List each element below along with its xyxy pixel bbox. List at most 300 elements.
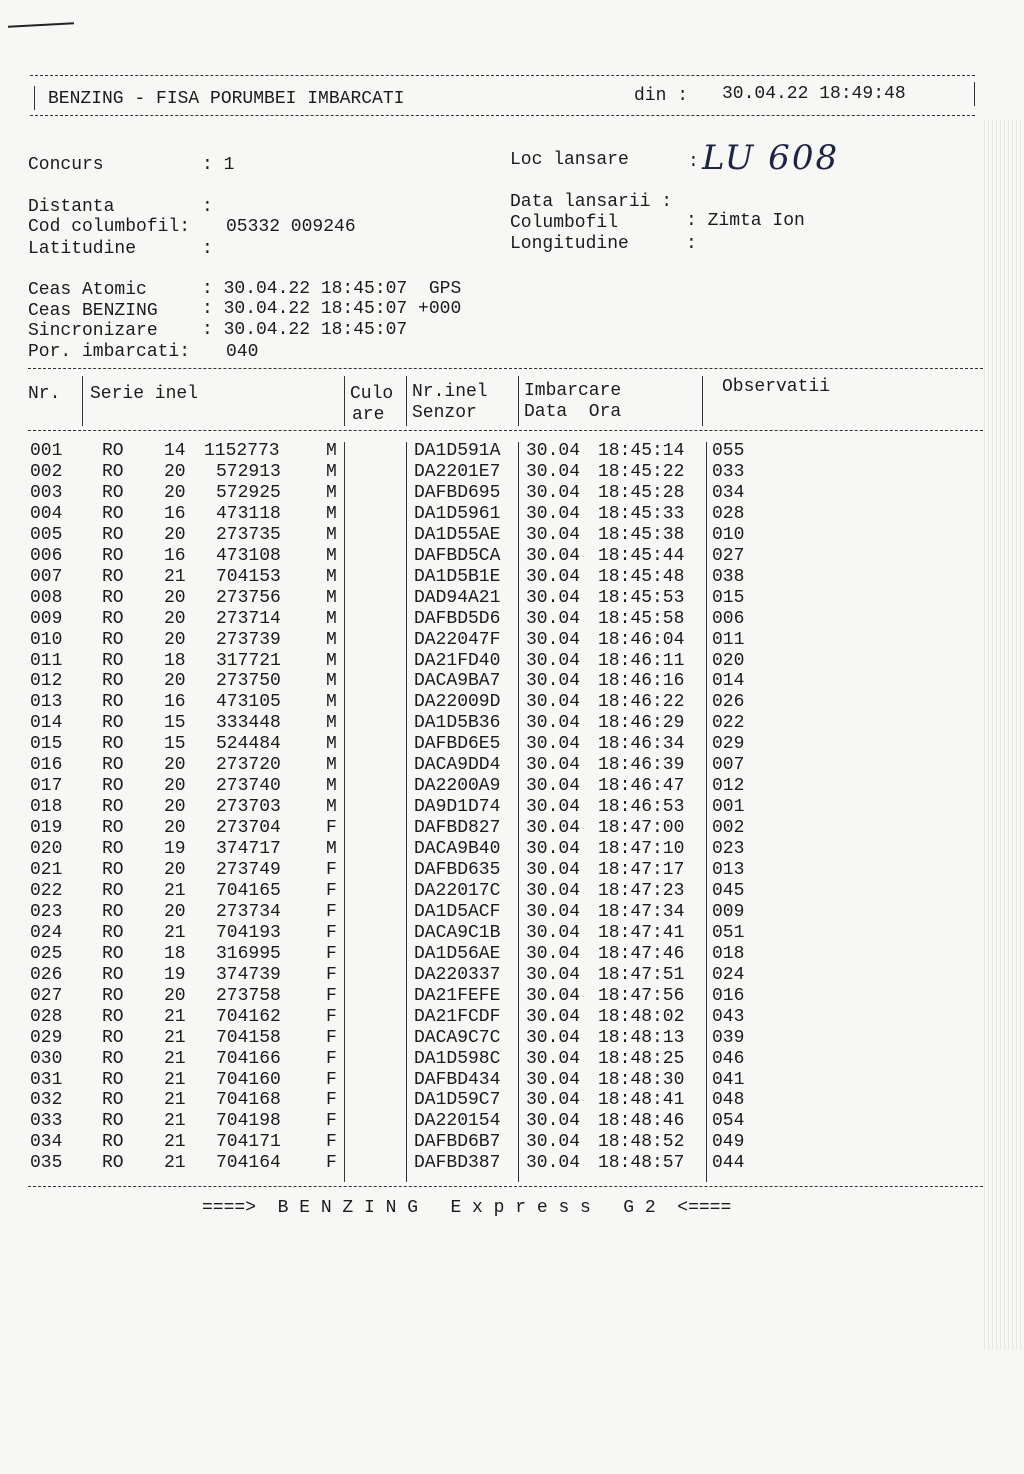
row-sensor: DA1D5B36 xyxy=(414,713,501,734)
row-sex: F xyxy=(326,985,337,1006)
row-date: 30.04 xyxy=(526,755,581,776)
row-nr: 013 xyxy=(30,692,63,713)
row-observatii: 049 xyxy=(712,1132,745,1153)
row-sensor: DACA9B40 xyxy=(414,839,501,860)
row-date: 30.04 xyxy=(526,545,581,566)
row-country: RO xyxy=(102,692,124,713)
row-country: RO xyxy=(102,587,124,608)
header-left-border xyxy=(34,86,35,110)
row-sensor: DAFBD827 xyxy=(414,818,501,839)
row-sex: M xyxy=(326,776,337,797)
row-country: RO xyxy=(102,943,124,964)
row-year: 18 xyxy=(164,943,186,964)
row-observatii: 044 xyxy=(712,1153,745,1174)
row-nr: 017 xyxy=(30,776,63,797)
row-time: 18:46:29 xyxy=(598,713,685,734)
table-row xyxy=(0,965,1024,986)
row-date: 30.04 xyxy=(526,964,581,985)
row-ring: 704164 xyxy=(216,1153,281,1174)
row-ring: 273735 xyxy=(216,524,281,545)
row-observatii: 001 xyxy=(712,797,745,818)
row-time: 18:46:34 xyxy=(598,734,685,755)
row-nr: 003 xyxy=(30,482,63,503)
row-country: RO xyxy=(102,482,124,503)
col-sep-header-4 xyxy=(518,376,519,426)
row-ring: 704160 xyxy=(216,1069,281,1090)
row-date: 30.04 xyxy=(526,1027,581,1048)
row-nr: 027 xyxy=(30,985,63,1006)
row-sensor: DA21FD40 xyxy=(414,650,501,671)
col-sep-header-5 xyxy=(702,376,703,426)
ceas-atomic-label: Ceas Atomic xyxy=(28,280,147,300)
row-time: 18:48:41 xyxy=(598,1090,685,1111)
row-ring: 273703 xyxy=(216,797,281,818)
row-date: 30.04 xyxy=(526,608,581,629)
sincronizare-label: Sincronizare xyxy=(28,321,158,341)
row-sex: M xyxy=(326,587,337,608)
row-observatii: 046 xyxy=(712,1048,745,1069)
col-header-nrinel-2: Senzor xyxy=(412,403,477,423)
row-time: 18:48:57 xyxy=(598,1153,685,1174)
row-sex: F xyxy=(326,1153,337,1174)
row-sensor: DAFBD5D6 xyxy=(414,608,501,629)
pen-mark xyxy=(8,22,74,27)
row-nr: 023 xyxy=(30,901,63,922)
row-observatii: 027 xyxy=(712,545,745,566)
row-nr: 001 xyxy=(30,441,63,461)
row-observatii: 026 xyxy=(712,692,745,713)
ceas-benzing-value: : 30.04.22 18:45:07 +000 xyxy=(202,299,462,319)
row-observatii: 011 xyxy=(712,629,745,650)
row-nr: 026 xyxy=(30,964,63,985)
row-year: 21 xyxy=(164,1006,186,1027)
table-row xyxy=(0,483,1024,504)
row-time: 18:45:48 xyxy=(598,566,685,587)
row-date: 30.04 xyxy=(526,880,581,901)
row-ring: 273714 xyxy=(216,608,281,629)
table-row xyxy=(0,1132,1024,1153)
row-time: 18:47:00 xyxy=(598,818,685,839)
row-year: 20 xyxy=(164,629,186,650)
columbofil-value: : Zimta Ion xyxy=(686,211,805,231)
row-sex: F xyxy=(326,943,337,964)
distanta-value: : xyxy=(202,197,213,217)
row-nr: 021 xyxy=(30,860,63,880)
row-nr: 015 xyxy=(30,734,63,755)
row-country: RO xyxy=(102,713,124,734)
row-country: RO xyxy=(102,880,124,901)
row-nr: 025 xyxy=(30,943,63,964)
row-year: 14 xyxy=(164,441,186,461)
row-observatii: 006 xyxy=(712,608,745,629)
row-year: 20 xyxy=(164,482,186,503)
row-time: 18:46:39 xyxy=(598,755,685,776)
table-row xyxy=(0,1028,1024,1049)
row-year: 19 xyxy=(164,964,186,985)
row-year: 20 xyxy=(164,797,186,818)
row-ring: 473108 xyxy=(216,545,281,566)
row-sensor: DA22047F xyxy=(414,629,501,650)
table-row xyxy=(0,1153,1024,1174)
row-observatii: 055 xyxy=(712,441,745,461)
porumbei-imbarcati-value: 040 xyxy=(226,342,259,362)
columbofil-label: Columbofil xyxy=(510,213,619,233)
row-ring: 704165 xyxy=(216,880,281,901)
row-sex: F xyxy=(326,880,337,901)
row-date: 30.04 xyxy=(526,1153,581,1174)
row-observatii: 033 xyxy=(712,461,745,482)
row-time: 18:46:22 xyxy=(598,692,685,713)
row-ring: 317721 xyxy=(216,650,281,671)
table-row xyxy=(0,630,1024,651)
row-sex: F xyxy=(326,1132,337,1153)
table-row xyxy=(0,462,1024,483)
document-title: BENZING - FISA PORUMBEI IMBARCATI xyxy=(48,89,405,109)
row-sex: M xyxy=(326,545,337,566)
col-sep-header-1 xyxy=(82,376,83,426)
row-year: 20 xyxy=(164,755,186,776)
row-nr: 005 xyxy=(30,524,63,545)
row-date: 30.04 xyxy=(526,797,581,818)
row-date: 30.04 xyxy=(526,1090,581,1111)
row-date: 30.04 xyxy=(526,524,581,545)
row-ring: 473105 xyxy=(216,692,281,713)
table-row xyxy=(0,797,1024,818)
row-date: 30.04 xyxy=(526,922,581,943)
row-sex: F xyxy=(326,922,337,943)
row-date: 30.04 xyxy=(526,650,581,671)
table-row xyxy=(0,986,1024,1007)
table-row xyxy=(0,1070,1024,1091)
row-country: RO xyxy=(102,671,124,692)
row-sensor: DAFBD434 xyxy=(414,1069,501,1090)
row-date: 30.04 xyxy=(526,901,581,922)
row-ring: 1152773 xyxy=(204,441,280,461)
row-ring: 572925 xyxy=(216,482,281,503)
row-year: 20 xyxy=(164,524,186,545)
table-row xyxy=(0,1007,1024,1028)
row-country: RO xyxy=(102,1048,124,1069)
row-observatii: 015 xyxy=(712,587,745,608)
row-sex: M xyxy=(326,524,337,545)
loc-lansare-label: Loc lansare xyxy=(510,150,629,170)
row-time: 18:48:52 xyxy=(598,1132,685,1153)
row-country: RO xyxy=(102,734,124,755)
header-bottom-border xyxy=(30,115,975,116)
row-sex: F xyxy=(326,818,337,839)
row-nr: 022 xyxy=(30,880,63,901)
row-time: 18:48:46 xyxy=(598,1111,685,1132)
row-sex: F xyxy=(326,964,337,985)
row-country: RO xyxy=(102,755,124,776)
row-ring: 273758 xyxy=(216,985,281,1006)
row-observatii: 002 xyxy=(712,818,745,839)
row-date: 30.04 xyxy=(526,734,581,755)
row-date: 30.04 xyxy=(526,629,581,650)
row-ring: 273749 xyxy=(216,860,281,880)
row-observatii: 007 xyxy=(712,755,745,776)
row-nr: 009 xyxy=(30,608,63,629)
row-observatii: 034 xyxy=(712,482,745,503)
row-year: 20 xyxy=(164,587,186,608)
row-ring: 524484 xyxy=(216,734,281,755)
row-country: RO xyxy=(102,839,124,860)
col-sep-header-2 xyxy=(344,376,345,426)
row-country: RO xyxy=(102,1006,124,1027)
longitudine-value: : xyxy=(686,234,697,254)
col-sep-header-3 xyxy=(406,376,407,426)
row-sensor: DACA9DD4 xyxy=(414,755,501,776)
row-sensor: DAFBD695 xyxy=(414,482,501,503)
col-header-serie: Serie inel xyxy=(90,384,199,404)
row-time: 18:45:53 xyxy=(598,587,685,608)
row-time: 18:47:17 xyxy=(598,860,685,880)
row-country: RO xyxy=(102,461,124,482)
row-year: 19 xyxy=(164,839,186,860)
row-date: 30.04 xyxy=(526,1048,581,1069)
row-date: 30.04 xyxy=(526,1111,581,1132)
table-row xyxy=(0,609,1024,630)
row-date: 30.04 xyxy=(526,503,581,524)
col-header-nr: Nr. xyxy=(28,384,61,404)
row-country: RO xyxy=(102,1153,124,1174)
row-country: RO xyxy=(102,964,124,985)
row-year: 21 xyxy=(164,1132,186,1153)
row-time: 18:46:16 xyxy=(598,671,685,692)
row-country: RO xyxy=(102,818,124,839)
row-ring: 704168 xyxy=(216,1090,281,1111)
row-time: 18:47:10 xyxy=(598,839,685,860)
row-ring: 704162 xyxy=(216,1006,281,1027)
porumbei-imbarcati-label: Por. imbarcati: xyxy=(28,342,191,362)
table-bottom-border xyxy=(28,1186,983,1187)
table-header-bottom-border xyxy=(28,430,983,431)
table-row xyxy=(0,818,1024,839)
row-ring: 572913 xyxy=(216,461,281,482)
table-row xyxy=(0,839,1024,860)
row-year: 20 xyxy=(164,860,186,880)
row-time: 18:47:41 xyxy=(598,922,685,943)
row-date: 30.04 xyxy=(526,985,581,1006)
row-nr: 033 xyxy=(30,1111,63,1132)
row-sex: M xyxy=(326,461,337,482)
row-observatii: 009 xyxy=(712,901,745,922)
row-date: 30.04 xyxy=(526,713,581,734)
table-row xyxy=(0,776,1024,797)
row-time: 18:48:25 xyxy=(598,1048,685,1069)
row-sensor: DA2200A9 xyxy=(414,776,501,797)
row-year: 16 xyxy=(164,503,186,524)
row-ring: 704193 xyxy=(216,922,281,943)
row-time: 18:46:53 xyxy=(598,797,685,818)
row-sensor: DAD94A21 xyxy=(414,587,501,608)
row-sex: F xyxy=(326,901,337,922)
row-date: 30.04 xyxy=(526,1132,581,1153)
row-ring: 374717 xyxy=(216,839,281,860)
row-year: 20 xyxy=(164,818,186,839)
row-year: 21 xyxy=(164,1090,186,1111)
col-header-nrinel-1: Nr.inel xyxy=(412,382,488,402)
row-time: 18:45:33 xyxy=(598,503,685,524)
row-country: RO xyxy=(102,985,124,1006)
row-observatii: 010 xyxy=(712,524,745,545)
header-right-border xyxy=(974,82,975,106)
loc-lansare-colon: : xyxy=(688,152,699,172)
row-ring: 473118 xyxy=(216,503,281,524)
table-row xyxy=(0,734,1024,755)
row-time: 18:48:13 xyxy=(598,1027,685,1048)
row-country: RO xyxy=(102,545,124,566)
table-row xyxy=(0,567,1024,588)
row-country: RO xyxy=(102,566,124,587)
row-sex: M xyxy=(326,441,337,461)
row-sex: M xyxy=(326,671,337,692)
col-header-imbarcare-2: Data Ora xyxy=(524,402,622,422)
row-country: RO xyxy=(102,776,124,797)
row-year: 16 xyxy=(164,692,186,713)
row-ring: 273720 xyxy=(216,755,281,776)
row-sex: F xyxy=(326,1111,337,1132)
row-sex: M xyxy=(326,692,337,713)
row-observatii: 022 xyxy=(712,713,745,734)
row-sensor: DA1D598C xyxy=(414,1048,501,1069)
row-year: 20 xyxy=(164,671,186,692)
row-date: 30.04 xyxy=(526,839,581,860)
table-row xyxy=(0,546,1024,567)
concurs-value: : 1 xyxy=(202,155,235,175)
row-nr: 014 xyxy=(30,713,63,734)
row-ring: 273734 xyxy=(216,901,281,922)
row-sensor: DACA9C1B xyxy=(414,922,501,943)
row-time: 18:47:23 xyxy=(598,880,685,901)
row-year: 20 xyxy=(164,776,186,797)
row-sensor: DA1D5961 xyxy=(414,503,501,524)
row-sex: F xyxy=(326,1069,337,1090)
row-observatii: 013 xyxy=(712,860,745,880)
row-sex: M xyxy=(326,503,337,524)
row-nr: 011 xyxy=(30,650,63,671)
row-sex: F xyxy=(326,860,337,880)
row-observatii: 043 xyxy=(712,1006,745,1027)
table-row xyxy=(0,923,1024,944)
row-sensor: DA1D55AE xyxy=(414,524,501,545)
row-date: 30.04 xyxy=(526,587,581,608)
row-nr: 020 xyxy=(30,839,63,860)
row-ring: 704166 xyxy=(216,1048,281,1069)
row-date: 30.04 xyxy=(526,1069,581,1090)
table-row xyxy=(0,881,1024,902)
row-observatii: 045 xyxy=(712,880,745,901)
table-row xyxy=(0,651,1024,672)
header-top-border xyxy=(30,75,975,76)
sincronizare-value: : 30.04.22 18:45:07 xyxy=(202,320,408,340)
row-sex: M xyxy=(326,797,337,818)
concurs-label: Concurs xyxy=(28,155,104,175)
row-nr: 002 xyxy=(30,461,63,482)
row-time: 18:45:44 xyxy=(598,545,685,566)
row-country: RO xyxy=(102,922,124,943)
row-date: 30.04 xyxy=(526,441,581,461)
row-observatii: 048 xyxy=(712,1090,745,1111)
row-time: 18:48:30 xyxy=(598,1069,685,1090)
row-time: 18:45:22 xyxy=(598,461,685,482)
row-observatii: 014 xyxy=(712,671,745,692)
row-date: 30.04 xyxy=(526,566,581,587)
row-observatii: 016 xyxy=(712,985,745,1006)
row-year: 21 xyxy=(164,1111,186,1132)
row-nr: 008 xyxy=(30,587,63,608)
row-year: 15 xyxy=(164,713,186,734)
row-nr: 029 xyxy=(30,1027,63,1048)
ceas-benzing-label: Ceas BENZING xyxy=(28,301,158,321)
data-lansarii-label: Data lansarii : xyxy=(510,192,673,212)
latitudine-label: Latitudine xyxy=(28,239,137,259)
row-ring: 704171 xyxy=(216,1132,281,1153)
row-time: 18:47:56 xyxy=(598,985,685,1006)
table-row xyxy=(0,525,1024,546)
row-nr: 012 xyxy=(30,671,63,692)
row-sensor: DA1D5B1E xyxy=(414,566,501,587)
row-country: RO xyxy=(102,901,124,922)
row-sensor: DA21FEFE xyxy=(414,985,501,1006)
row-country: RO xyxy=(102,1111,124,1132)
row-year: 21 xyxy=(164,1153,186,1174)
row-year: 18 xyxy=(164,650,186,671)
table-row xyxy=(0,441,1024,462)
row-year: 20 xyxy=(164,901,186,922)
row-sex: M xyxy=(326,608,337,629)
row-date: 30.04 xyxy=(526,482,581,503)
row-sex: F xyxy=(326,1090,337,1111)
row-time: 18:45:38 xyxy=(598,524,685,545)
row-date: 30.04 xyxy=(526,818,581,839)
row-sensor: DACA9BA7 xyxy=(414,671,501,692)
row-sensor: DAFBD635 xyxy=(414,860,501,880)
row-date: 30.04 xyxy=(526,776,581,797)
row-year: 21 xyxy=(164,566,186,587)
row-nr: 032 xyxy=(30,1090,63,1111)
row-year: 20 xyxy=(164,461,186,482)
col-header-imbarcare-1: Imbarcare xyxy=(524,381,622,401)
table-row xyxy=(0,944,1024,965)
row-country: RO xyxy=(102,1027,124,1048)
row-year: 21 xyxy=(164,1069,186,1090)
row-observatii: 018 xyxy=(712,943,745,964)
row-observatii: 028 xyxy=(712,503,745,524)
row-ring: 316995 xyxy=(216,943,281,964)
row-ring: 273704 xyxy=(216,818,281,839)
row-nr: 024 xyxy=(30,922,63,943)
table-row xyxy=(0,671,1024,692)
row-ring: 704158 xyxy=(216,1027,281,1048)
date-label: din : xyxy=(634,86,689,106)
row-sensor: DA22009D xyxy=(414,692,501,713)
loc-lansare-handwritten: LU 608 xyxy=(702,138,840,178)
row-sex: M xyxy=(326,839,337,860)
row-country: RO xyxy=(102,860,124,880)
row-time: 18:47:46 xyxy=(598,943,685,964)
row-country: RO xyxy=(102,608,124,629)
row-time: 18:47:34 xyxy=(598,901,685,922)
table-row xyxy=(0,713,1024,734)
row-country: RO xyxy=(102,1069,124,1090)
row-ring: 273756 xyxy=(216,587,281,608)
row-sex: F xyxy=(326,1006,337,1027)
row-date: 30.04 xyxy=(526,461,581,482)
report-datetime: 30.04.22 18:49:48 xyxy=(722,84,906,104)
row-sensor: DA21FCDF xyxy=(414,1006,501,1027)
row-year: 16 xyxy=(164,545,186,566)
